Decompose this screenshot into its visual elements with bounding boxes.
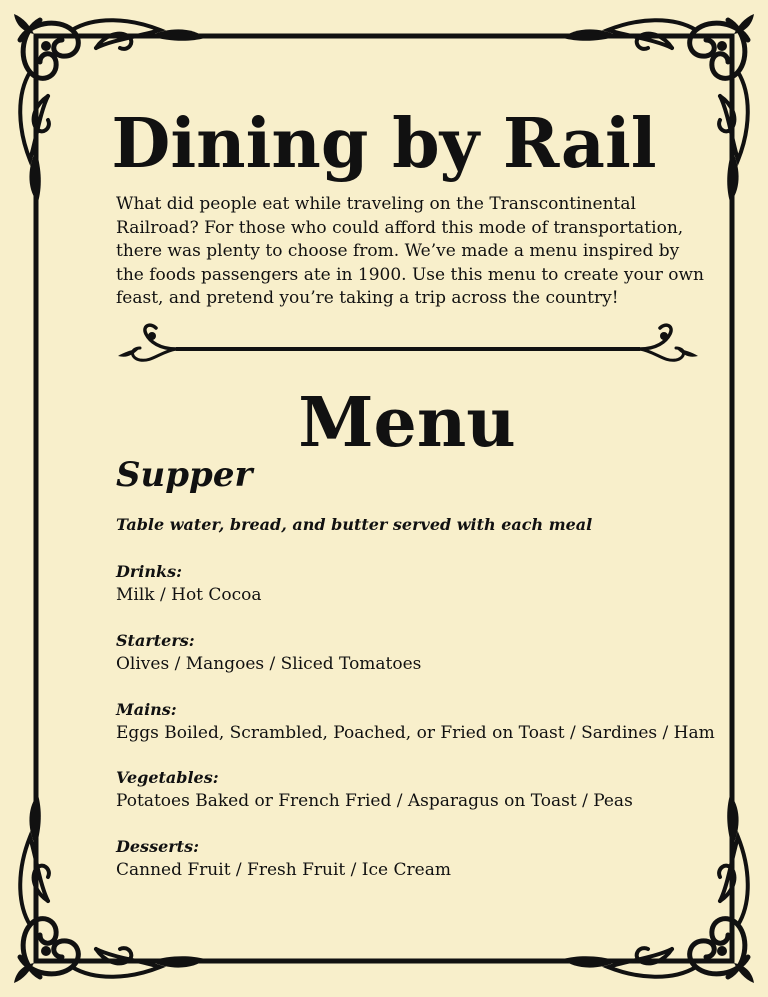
course-label: Desserts:	[116, 837, 199, 856]
course-label: Vegetables:	[116, 768, 219, 787]
course-items: Canned Fruit / Fresh Fruit / Ice Cream	[116, 860, 451, 880]
corner-flourish	[14, 795, 205, 983]
course-starters	[116, 630, 716, 676]
intro-paragraph: What did people eat while traveling on the Transcontinental Railroad? For those who could afford this mode of transportation, there was plenty to choose from. We’ve made a menu inspired by the foods passengers ate in 1900. Use this menu to create your own feast, and pretend you’re taking a trip across the country!	[116, 194, 704, 308]
page-title: Dining by Rail	[111, 104, 657, 184]
meal-note: Table water, bread, and butter served with each meal	[116, 515, 593, 534]
course-label: Starters:	[116, 631, 195, 650]
course-label: Mains:	[116, 700, 177, 719]
course-vegetables	[116, 767, 716, 813]
menu-heading: Menu	[298, 383, 516, 463]
corner-flourish	[563, 795, 754, 983]
course-mains	[116, 699, 716, 745]
course-desserts	[116, 836, 716, 882]
course-items: Milk / Hot Cocoa	[116, 585, 262, 605]
course-items: Olives / Mangoes / Sliced Tomatoes	[116, 654, 422, 674]
course-items: Eggs Boiled, Scrambled, Poached, or Fried on Toast / Sardines / Ham	[116, 723, 715, 743]
course-items: Potatoes Baked or French Fried / Asparagus on Toast / Peas	[116, 791, 633, 811]
divider-flourish	[118, 325, 698, 360]
course-label: Drinks:	[116, 562, 183, 581]
section-heading-supper: Supper	[116, 455, 253, 495]
course-drinks	[116, 561, 716, 607]
